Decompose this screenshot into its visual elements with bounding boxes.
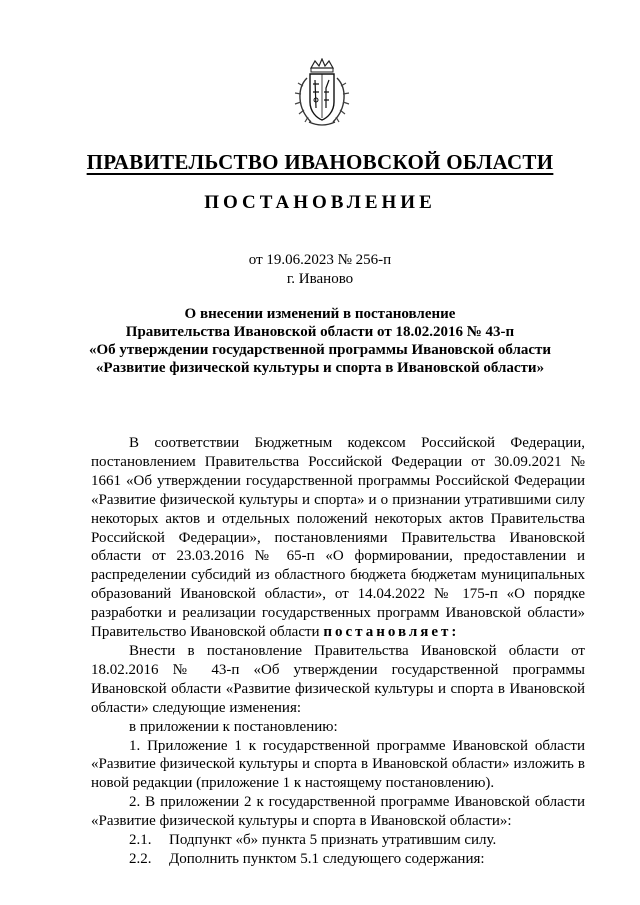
document-body bbox=[91, 434, 585, 869]
ivanovo-coat-of-arms-icon bbox=[293, 58, 351, 130]
paragraph-2: в приложении к постановлению: bbox=[129, 718, 338, 735]
title-line: О внесении изменений в постановление bbox=[184, 306, 456, 322]
paragraph-4: 2. В приложении 2 к государственной программе Ивановской области «Развитие физической культуры и спорта в Ивановской области»: bbox=[91, 794, 585, 830]
paragraph-1: Внести в постановление Правительства Ивановской области от 18.02.2016 № 43-п «Об утверждении государственной программы Ивановской области «Развитие физической культуры и спорта в Ивановской области» следующие изменения: bbox=[91, 642, 585, 716]
title-line: «Развитие физической культуры и спорта в Ивановской области» bbox=[95, 360, 545, 376]
paragraph-3: 1. Приложение 1 к государственной программе Ивановской области «Развитие физической культуры и спорта в Ивановской области» изложить в новой редакции (приложение 1 к настоящему постановлению). bbox=[91, 737, 585, 792]
date-number: от 19.06.2023 № 256-п bbox=[248, 252, 392, 268]
government-name: ПРАВИТЕЛЬСТВО ИВАНОВСКОЙ ОБЛАСТИ bbox=[86, 150, 554, 174]
subitem-text: Подпункт «б» пункта 5 признать утратившим силу. bbox=[169, 832, 497, 849]
decree-word: постановляет: bbox=[323, 624, 460, 641]
city: г. Иваново bbox=[286, 271, 354, 287]
subitem-2-2 bbox=[91, 850, 585, 869]
subitem-2-1 bbox=[91, 831, 585, 850]
title-line: «Об утверждении государственной программы Ивановской области bbox=[88, 342, 552, 358]
document-title bbox=[80, 305, 560, 377]
subitem-text: Дополнить пунктом 5.1 следующего содержания: bbox=[169, 850, 485, 867]
title-line: Правительства Ивановской области от 18.02.2016 № 43-п bbox=[125, 324, 515, 340]
subitem-number: 2.2. bbox=[129, 850, 152, 867]
document-type: ПОСТАНОВЛЕНИЕ bbox=[204, 192, 436, 213]
subitem-number: 2.1. bbox=[129, 832, 152, 849]
preamble-text: В соответствии Бюджетным кодексом Российской Федерации, постановлением Правительства Российской Федерации от 30.09.2021 № 1661 «Об утверждении государственной программы Российской Федерации «Развитие физической культуры и спорта» и о признании утратившими силу некоторых актов и отдельных положений некоторых актов Правительства Российской Федерации», постановлениями Правительства Ивановской области от 23.03.2016 № 65-п «О формировании, предоставлении и распределении субсидий из областного бюджета бюджетам муниципальных образований Ивановской области», от 14.04.2022 № 175-п «О порядке разработки и реализации государственных программ Ивановской области» Правительство Ивановской области bbox=[91, 435, 585, 641]
preamble-paragraph bbox=[91, 434, 585, 642]
